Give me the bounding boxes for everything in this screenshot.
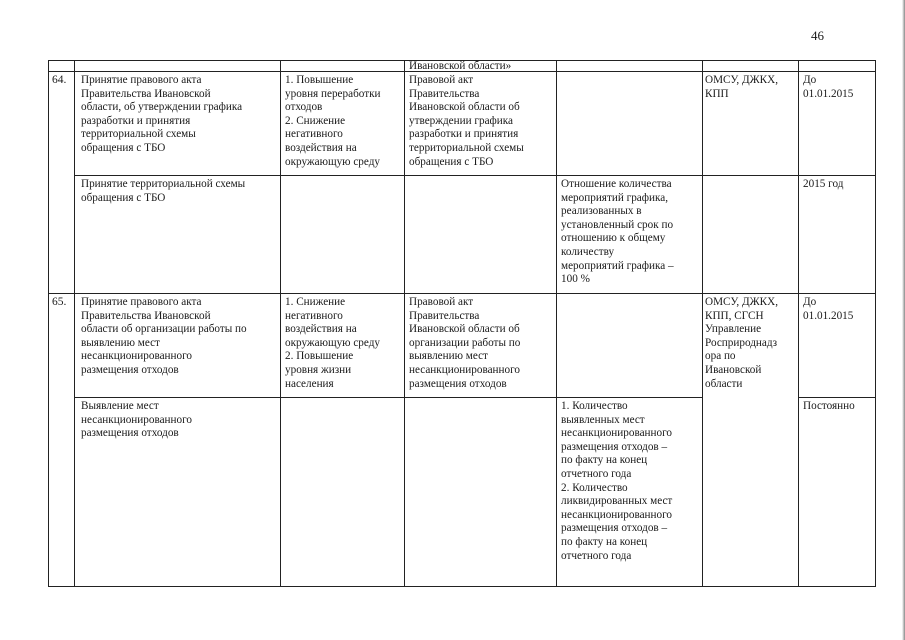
deadline-cell: Постоянно [803, 400, 855, 412]
goals-cell: 1. Снижение негативного воздействия на окружающую среду 2. Повышение уровня жизни населения [285, 296, 381, 390]
table-border-right [875, 60, 876, 587]
column-divider [798, 60, 799, 587]
row-number-cell: 64. [52, 74, 67, 86]
column-divider [556, 60, 557, 587]
measures-table [48, 60, 876, 587]
row-divider [74, 175, 876, 176]
column-divider [404, 60, 405, 587]
executors-cell: ОМСУ, ДЖКХ, КПП, СГСН Управление Росприроднадз ора по Ивановской области [705, 296, 779, 390]
executors-cell: ОМСУ, ДЖКХ, КПП [705, 74, 779, 100]
table-border-left [48, 60, 49, 587]
goal-continuation-cell: Ивановской области» [409, 60, 512, 72]
column-divider [280, 60, 281, 587]
page-number: 46 [811, 28, 824, 43]
row-divider [798, 397, 876, 398]
activity-cell: Принятие правового акта Правительства Ивановской области об организации работы по выявлению мест несанкционированного размещения отходов [81, 296, 247, 376]
activity-cell: Выявление мест несанкционированного размещения отходов [81, 400, 193, 440]
column-divider [702, 60, 703, 587]
row-divider [74, 397, 702, 398]
indicator-cell: Отношение количества мероприятий графика, реализованных в установленный срок по отношению к общему количеству мероприятий графика – 100 % [561, 178, 674, 286]
result-cell: Правовой акт Правительства Ивановской области об организации работы по выявлению мест несанкционированного размещения отходов [409, 296, 521, 390]
goals-cell: 1. Повышение уровня переработки отходов 2. Снижение негативного воздействия на окружающую среду [285, 74, 381, 168]
result-cell: Правовой акт Правительства Ивановской области об утверждении графика разработки и принятия территориальной схемы обращения с ТБО [409, 74, 524, 168]
table-border-bottom [48, 586, 876, 587]
deadline-cell: До 01.01.2015 [803, 74, 854, 100]
column-divider [74, 60, 75, 587]
deadline-cell: 2015 год [803, 178, 844, 190]
indicator-cell: 1. Количество выявленных мест несанкционированного размещения отходов – по факту на конец отчетного года 2. Количество ликвидированных мест несанкционированного размещения отходов – по факту на конец отчетного года [561, 400, 673, 562]
row-number-cell: 65. [52, 296, 67, 308]
row-divider [48, 293, 876, 294]
deadline-cell: До 01.01.2015 [803, 296, 854, 322]
activity-cell: Принятие территориальной схемы обращения с ТБО [81, 178, 246, 204]
activity-cell: Принятие правового акта Правительства Ивановской области, об утверждении графика разработки и принятия территориальной схемы обращения с ТБО [81, 74, 243, 154]
